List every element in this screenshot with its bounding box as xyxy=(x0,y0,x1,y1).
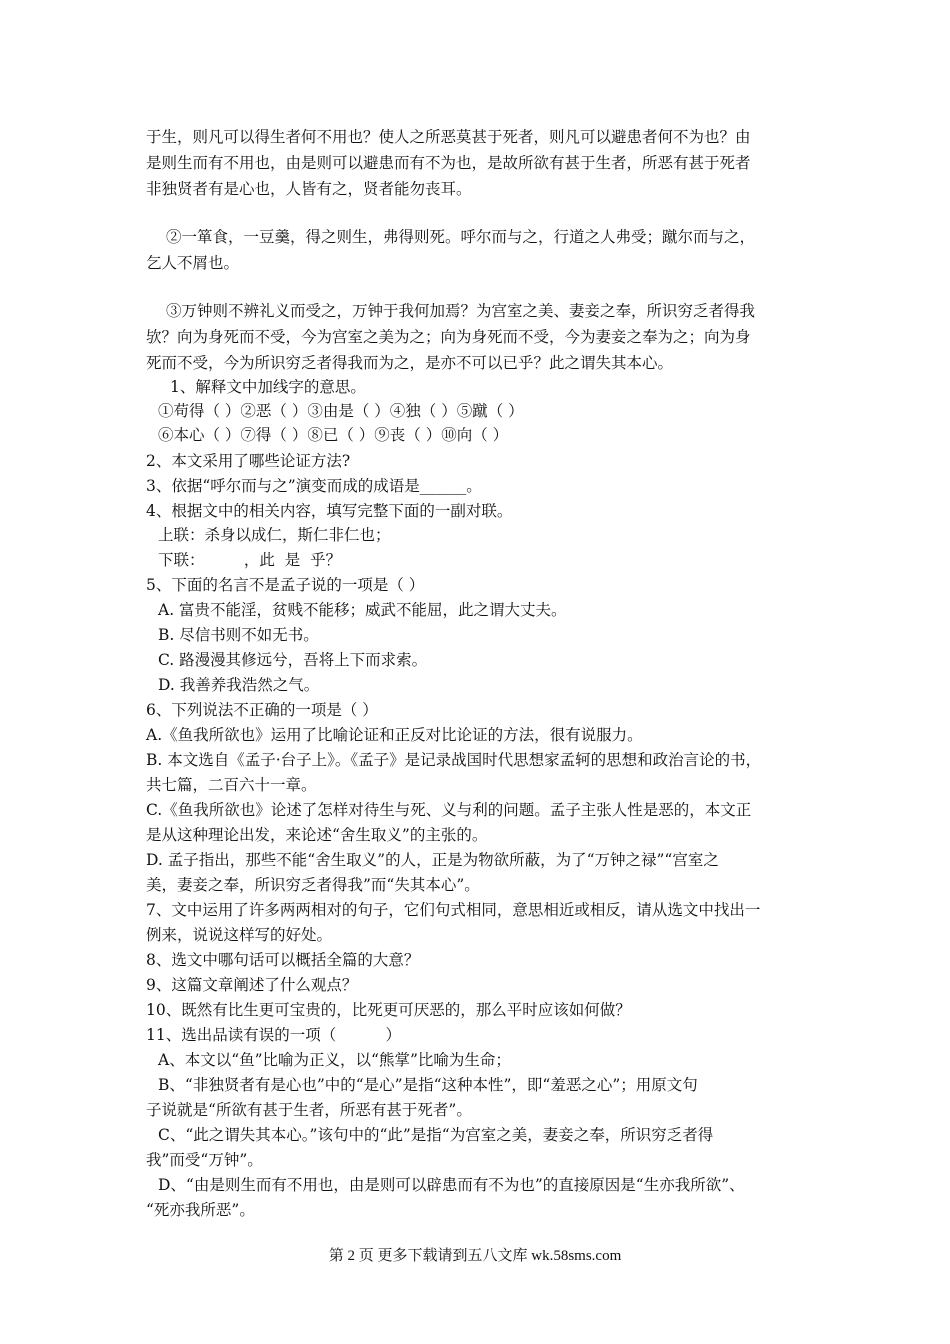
option-c: C.《鱼我所欲也》论述了怎样对待生与死、义与利的问题。孟子主张人性是恶的，本文正 xyxy=(146,801,752,819)
option-a: A、本文以“鱼”比喻为正义，以“熊掌”比喻为生命； xyxy=(158,1051,511,1069)
question-3: 3、依据“呼尔而与之”演变而成的成语是______。 xyxy=(146,477,482,495)
couplet-lower: 下联： ，此 是 乎？ xyxy=(158,551,342,569)
text-line: 是则生而有不用也，由是则可以避患而有不为也，是故所欲有甚于生者，所恶有甚于死者 xyxy=(146,154,751,172)
text-line: 欤？向为身死而不受，今为宫室之美为之；向为身死而不受，今为妻妾之奉为之；向为身 xyxy=(146,328,751,346)
option-d-cont: “死亦我所恶”。 xyxy=(146,1201,255,1219)
question-4: 4、根据文中的相关内容，填写完整下面的一副对联。 xyxy=(146,502,513,520)
question-7-cont: 例来，说说这样写的好处。 xyxy=(146,926,333,944)
option-b: B、“非独贤者有是心也”中的“是心”是指“这种本性”，即“羞恶之心”；用原文句 xyxy=(158,1076,698,1094)
option-c-cont: 我”而受“万钟”。 xyxy=(146,1151,263,1169)
question-2: 2、本文采用了哪些论证方法? xyxy=(146,452,351,470)
text-line: 非独贤者有是心也，人皆有之，贤者能勿丧耳。 xyxy=(146,180,472,198)
question-8: 8、选文中哪句话可以概括全篇的大意？ xyxy=(146,951,420,969)
question-11: 11、选出品读有误的一项（ ） xyxy=(146,1026,401,1044)
option-b: B. 本文选自《孟子·台子上》。《孟子》是记录战国时代思想家孟轲的思想和政治言论的书， xyxy=(146,751,762,769)
question-1-items-b: ⑥本心（ ）⑦得（ ）⑧已（ ）⑨丧（ ）⑩向（ ） xyxy=(158,426,509,444)
question-5: 5、下面的名言不是孟子说的一项是（ ） xyxy=(146,576,425,594)
question-1-items-a: ①苟得（ ）②恶（ ）③由是（ ）④独（ ）⑤蹴（ ） xyxy=(158,402,524,420)
text-line: 死而不受，今为所识穷乏者得我而为之，是亦不可以已乎？此之谓失其本心。 xyxy=(146,354,674,372)
option-c: C、“此之谓失其本心。”该句中的“此”是指“为宫室之美，妻妾之奉，所识穷乏者得 xyxy=(158,1126,714,1144)
question-7: 7、文中运用了许多两两相对的句子，它们句式相同，意思相近或相反，请从选文中找出一 xyxy=(146,901,761,919)
option-b-cont: 共七篇，二百六十一章。 xyxy=(146,776,317,794)
option-c: C. 路漫漫其修远兮，吾将上下而求索。 xyxy=(158,651,428,669)
option-b: B. 尽信书则不如无书。 xyxy=(158,626,319,644)
question-6: 6、下列说法不正确的一项是（ ） xyxy=(146,701,378,719)
text-line: 于生，则凡可以得生者何不用也？使人之所恶莫甚于死者，则凡可以避患者何不为也？由 xyxy=(146,128,751,146)
option-c-cont: 是从这种理论出发，来论述“舍生取义”的主张的。 xyxy=(146,826,488,844)
couplet-upper: 上联：杀身以成仁，斯仁非仁也； xyxy=(158,526,391,544)
page-footer: 第 2 页 更多下载请到五八文库 wk.58sms.com xyxy=(328,1248,622,1264)
text-line: 乞人不屑也。 xyxy=(146,254,240,272)
option-d: D. 孟子指出，那些不能“舍生取义”的人，正是为物欲所蔽，为了“万钟之禄”“宫室之 xyxy=(146,851,719,869)
option-b-cont: 子说就是“所欲有甚于生者，所恶有甚于死者”。 xyxy=(146,1101,472,1119)
option-d: D、“由是则生而有不用也，由是则可以辟患而有不为也”的直接原因是“生亦我所欲”、 xyxy=(158,1176,745,1194)
question-1: 1、解释文中加线字的意思。 xyxy=(170,378,366,396)
option-d-cont: 美，妻妾之奉，所识穷乏者得我”而“失其本心”。 xyxy=(146,876,480,894)
text-line: ③万钟则不辨礼义而受之，万钟于我何加焉？为宫室之美、妻妾之奉，所识穷乏者得我 xyxy=(166,302,756,320)
option-d: D. 我善养我浩然之气。 xyxy=(158,676,320,694)
option-a: A.《鱼我所欲也》运用了比喻论证和正反对比论证的方法，很有说服力。 xyxy=(146,726,643,744)
question-10: 10、既然有比生更可宝贵的，比死更可厌恶的，那么平时应该如何做？ xyxy=(146,1001,631,1019)
text-line: ②一箪食，一豆羹，得之则生，弗得则死。呼尔而与之，行道之人弗受；蹴尔而与之， xyxy=(166,228,756,246)
option-a: A. 富贵不能淫，贫贱不能移；威武不能屈，此之谓大丈夫。 xyxy=(158,601,567,619)
question-9: 9、这篇文章阐述了什么观点？ xyxy=(146,976,358,994)
